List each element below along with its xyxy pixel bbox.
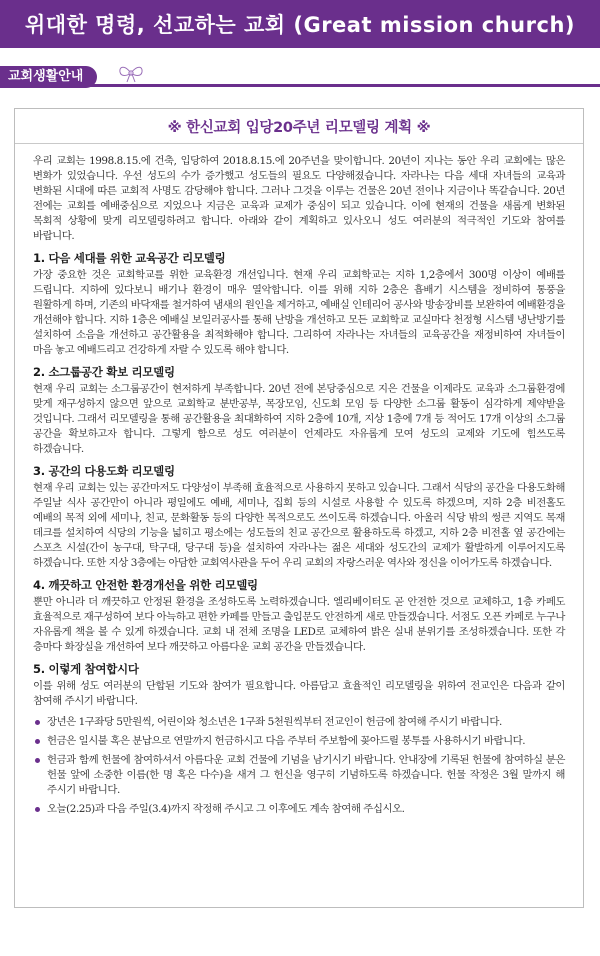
section-text: 현재 우리 교회는 소그룹공간이 현저하게 부족합니다. 20년 전에 본당중심으로 지은 건물을 이제라도 교육과 소그룹환경에 맞게 재구성하지 않으면 앞으로 교회학교 분반공부, 목장모임, 신도회 모임 등 다양한 소그룹 활동이 심각하게 제약받을 것입니다. 그래서 리모델링을 통해 공간활용을 최대화하여 지하 2층에 10개, 지상 1층에 7개 등 적어도 17개 이상의 소그룹 공간을 확보하고자 합니다. 그렇게 함으로 성도 여러분이 언제라도 자유롭게 모여 성도의 교제와 기도에 힘쓰도록 하겠습니다. — [33, 383, 565, 455]
bullet-dot-icon — [35, 739, 40, 744]
list-item-text: 헌금은 일시불 혹은 분납으로 연말까지 헌금하시고 다음 주부터 주보함에 꽂아드릴 봉투를 사용하시기 바랍니다. — [47, 735, 526, 747]
list-item — [33, 715, 565, 730]
intro-paragraph: 우리 교회는 1998.8.15.에 건축, 입당하여 2018.8.15.에 20주년을 맞이합니다. 20년이 지나는 동안 우리 교회에는 많은 변화가 있었습니다. 우선 성도의 수가 증가했고 성도들의 필요도 다양해졌습니다. 자라나는 다음 세대 자녀들의 교육과 변화된 시대에 따른 교회적 사명도 감당해야 합니다. 그러나 그것을 이루는 건물은 20년 전이나 지금이나 똑같습니다. 20년 전에는 교회를 예배중심으로 지었으나 지금은 교육과 교제가 중심이 되고 있습니다. 이에 현재의 건물을 새롭게 변화된 목회적 상황에 맞게 리모델링하려고 합니다. 아래와 같이 계획하고 있사오니 성도 여러분의 적극적인 기도와 참여를 바랍니다. — [33, 155, 565, 242]
article-header — [15, 109, 583, 144]
section-label: 교회생활안내 — [0, 66, 97, 88]
section-text: 뿐만 아니라 더 깨끗하고 안정된 환경을 조성하도록 노력하겠습니다. 엘리베이터도 곧 안전한 것으로 교체하고, 1층 카페도 효율적으로 재구성하여 보다 아늑하고 편한 카페를 만들고 출입문도 안전하게 새로 만들겠습니다. 서점도 오픈 카페로 누구나 자유롭게 책을 볼 수 있게 하겠습니다. 교회 내 전체 조명을 LED로 교체하여 밝은 실내 분위기를 조성하겠습니다. 또한 각 층마다 화장실을 개선하여 보다 깨끗하고 아름다운 교회 공간을 만들겠습니다. — [33, 596, 565, 653]
article-body — [15, 144, 583, 817]
banner-title: 위대한 명령, 선교하는 교회 (Great mission church) — [25, 13, 575, 37]
bullet-dot-icon — [35, 807, 40, 812]
list-item — [33, 753, 565, 798]
bullet-dot-icon — [35, 758, 40, 763]
bow-ribbon-icon — [118, 62, 144, 84]
section-tab — [0, 62, 600, 92]
bullet-dot-icon — [35, 720, 40, 725]
section-heading: 3. 공간의 다용도화 리모델링 — [33, 464, 175, 478]
section-text: 가장 중요한 것은 교회학교를 위한 교육환경 개선입니다. 현재 우리 교회학교는 지하 1,2층에서 300명 이상이 예배를 드립니다. 지하에 있다보니 배기나 환경이 매우 열악합니다. 이를 위해 지하 2층은 흡배기 시스템을 정비하여 통풍을 원활하게 하며, 기존의 바닥재를 철거하여 냄새의 원인을 제거하고, 예배실 인테리어 공사와 방송장비를 보완하여 예배환경을 개선해야 합니다. 지하 1층은 예배실 보일러공사를 통해 난방을 개선하고 모든 교회학교 교실마다 천정형 시스템 냉난방기를 설치하여 소음을 개선하고 공간활용을 최적화해야 합니다. 그리하여 자라나는 자녀들의 교육공간을 재정비하여 자녀들이 마음 놓고 예배드리고 건강하게 자랄 수 있도록 해야 합니다. — [33, 269, 565, 356]
list-item — [33, 734, 565, 749]
section-text: 이를 위해 성도 여러분의 단합된 기도와 참여가 필요합니다. 아름답고 효율적인 리모델링을 위하여 전교인은 다음과 같이 참여해 주시기 바랍니다. — [33, 680, 565, 707]
article-title: ※ 한신교회 입당20주년 리모델링 계획 ※ — [167, 119, 431, 136]
section-heading: 4. 깨끗하고 안전한 환경개선을 위한 리모델링 — [33, 578, 258, 592]
section-heading: 5. 이렇게 참여합시다 — [33, 662, 139, 676]
section-text: 현재 우리 교회는 있는 공간마저도 다양성이 부족해 효율적으로 사용하지 못하고 있습니다. 그래서 식당의 공간을 다용도화해 주일날 식사 공간만이 아니라 평일에도 예배, 세미나, 집회 등의 시설로 사용할 수 있도록 하겠으며, 지하 2층 비전홀도 예배의 목적 외에 세미나, 친교, 문화활동 등의 다양한 목적으로도 쓰이도록 하겠습니다. 아울러 식당 밖의 썽큰 지역도 목재 데크를 설치하여 식당의 기능을 넓히고 평소에는 성도들의 친교 공간으로 활용하도록 하겠고, 지하 2층 비전홀 옆 공간에는 스포츠 시설(간이 농구대, 탁구대, 당구대 등)을 설치하여 자라나는 젊은 세대와 성도간의 교제가 활발하게 이루어지도록 하겠습니다. 또한 지상 3층에는 아담한 교회역사관을 두어 우리 교회의 자랑스러운 역사와 정신을 이어가도록 하겠습니다. — [33, 482, 565, 569]
list-item-text: 장년은 1구좌당 5만원씩, 어린이와 청소년은 1구좌 5천원씩부터 전교인이 헌금에 참여해 주시기 바랍니다. — [47, 716, 502, 728]
list-item-text: 헌금과 함께 헌물에 참여하셔서 아름다운 교회 건물에 기념을 남기시기 바랍니다. 안내장에 기록된 헌물에 참여하실 분은 헌물 앞에 소중한 이름(한 명 혹은 다수)을 새겨 그 헌신을 영구히 기념하도록 하겠습니다. 헌물 작정은 3월 말까지 해 주시기 바랍니다. — [47, 754, 565, 796]
participation-list — [33, 715, 565, 817]
list-item — [33, 802, 565, 817]
header-banner — [0, 0, 600, 48]
section-heading: 2. 소그룹공간 확보 리모델링 — [33, 365, 175, 379]
section-heading: 1. 다음 세대를 위한 교육공간 리모델링 — [33, 251, 226, 265]
article-panel — [14, 108, 584, 908]
list-item-text: 오늘(2.25)과 다음 주일(3.4)까지 작정해 주시고 그 이후에도 계속 참여해 주십시오. — [47, 803, 405, 815]
